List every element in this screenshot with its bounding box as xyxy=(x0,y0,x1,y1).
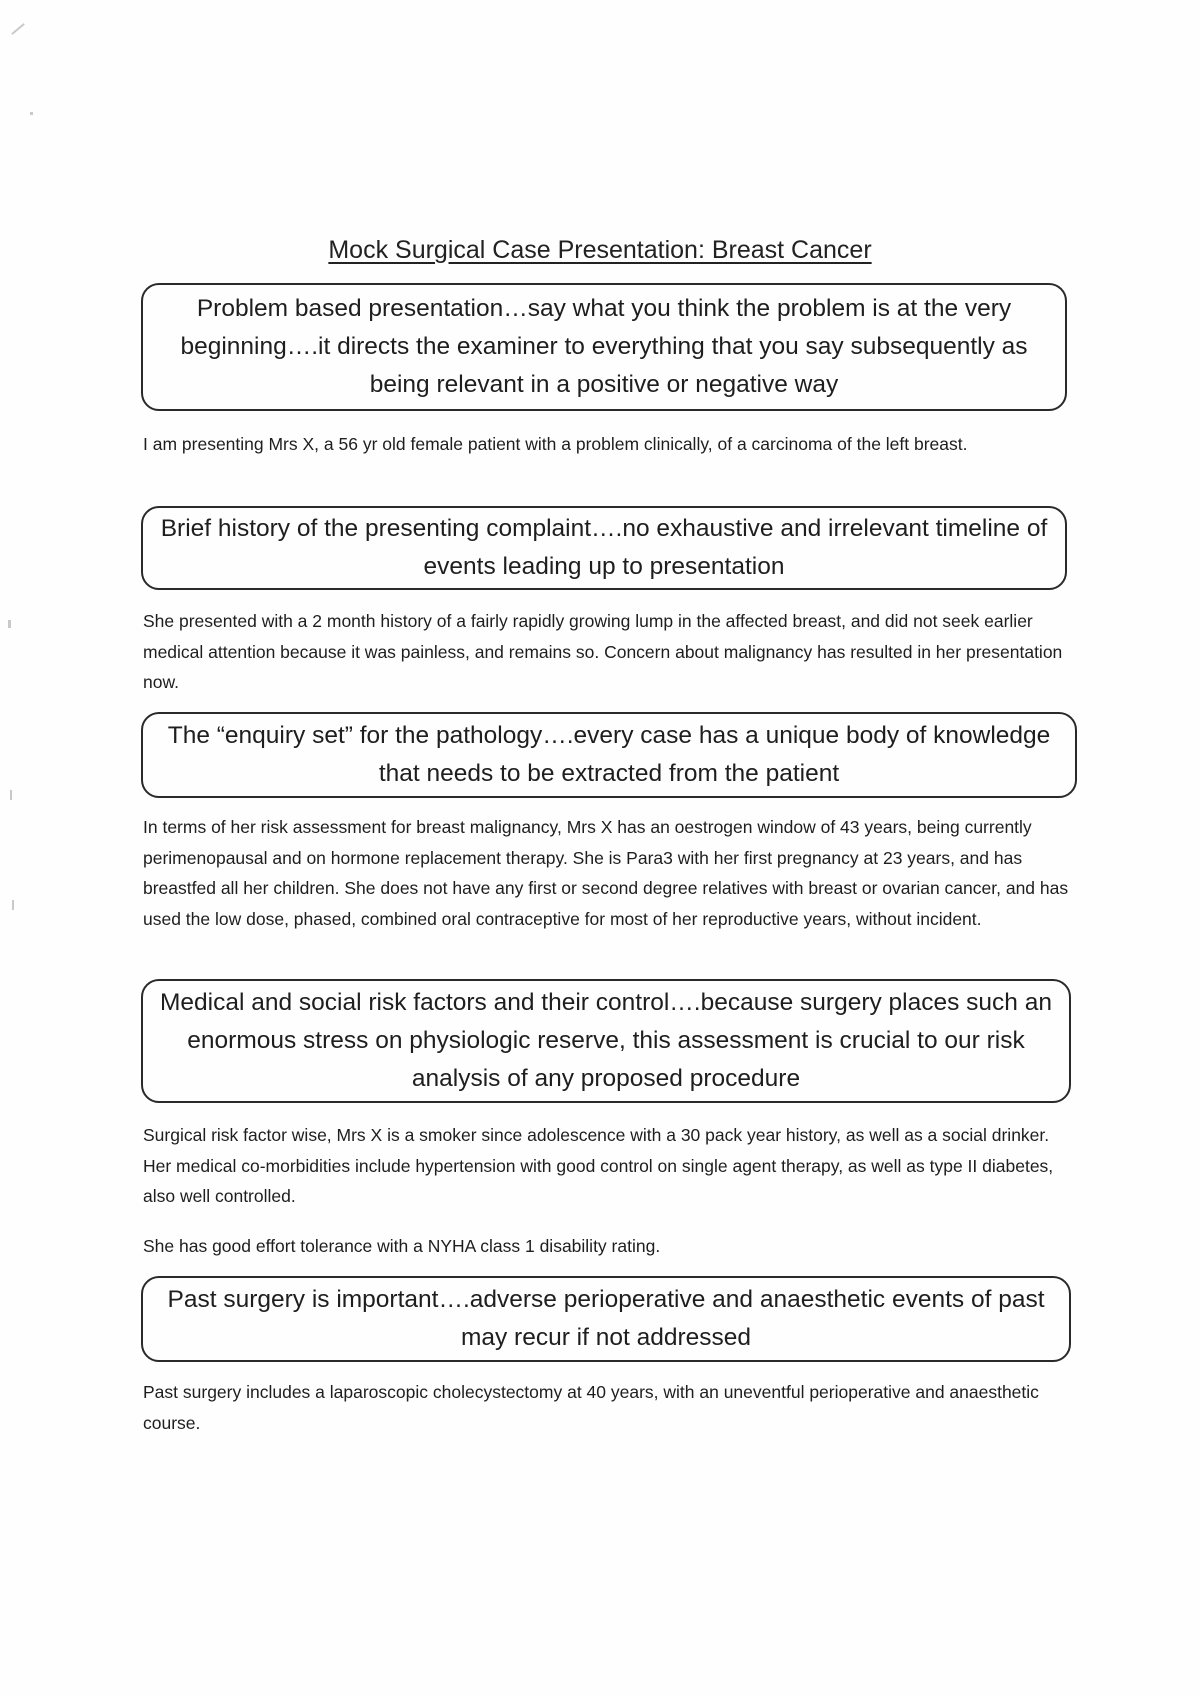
section-heading-box xyxy=(141,506,1067,590)
section-heading: The “enquiry set” for the pathology….every case has a unique body of knowledge that needs to be extracted from the patient xyxy=(167,722,1051,787)
section-heading-box xyxy=(141,979,1071,1103)
section-heading: Brief history of the presenting complaint….no exhaustive and irrelevant timeline of events leading up to presentation xyxy=(160,515,1048,580)
scan-mark xyxy=(11,23,25,35)
body-paragraph: In terms of her risk assessment for breast malignancy, Mrs X has an oestrogen window of 43 years, being currently perimenopausal and on hormone replacement therapy. She is Para3 with her first pregnancy at 23 years, and has breastfed all her children. She does not have any first or second degree relatives with breast or ovarian cancer, and has used the low dose, phased, combined oral contraceptive for most of her reproductive years, without incident. xyxy=(143,817,1069,929)
document-title: Mock Surgical Case Presentation: Breast Cancer xyxy=(328,236,872,264)
scan-mark xyxy=(10,790,12,800)
scan-mark xyxy=(30,112,33,115)
body-paragraph: She has good effort tolerance with a NYHA class 1 disability rating. xyxy=(143,1236,661,1256)
body-paragraph: Surgical risk factor wise, Mrs X is a smoker since adolescence with a 30 pack year history, as well as a social drinker. Her medical co-morbidities include hypertension with good control on single agent therapy, as well as type II diabetes, also well controlled. xyxy=(143,1125,1054,1206)
section-heading: Problem based presentation…say what you think the problem is at the very beginning….it directs the examiner to everything that you say subsequently as being relevant in a positive or negative way xyxy=(180,295,1028,398)
body-paragraph: I am presenting Mrs X, a 56 yr old female patient with a problem clinically, of a carcinoma of the left breast. xyxy=(143,434,968,454)
section-heading: Medical and social risk factors and their control….because surgery places such an enormous stress on physiologic reserve, this assessment is crucial to our risk analysis of any proposed procedure xyxy=(160,989,1052,1092)
scan-mark xyxy=(12,900,14,910)
section-heading: Past surgery is important….adverse perioperative and anaesthetic events of past may recur if not addressed xyxy=(167,1286,1045,1351)
scan-mark xyxy=(8,620,11,628)
section-heading-box xyxy=(141,712,1077,798)
body-paragraph: She presented with a 2 month history of a fairly rapidly growing lump in the affected breast, and did not seek earlier medical attention because it was painless, and remains so. Concern about malignancy has resulted in her presentation now. xyxy=(143,611,1063,692)
body-paragraph: Past surgery includes a laparoscopic cholecystectomy at 40 years, with an uneventful perioperative and anaesthetic course. xyxy=(143,1382,1039,1433)
section-heading-box xyxy=(141,1276,1071,1362)
section-heading-box xyxy=(141,283,1067,411)
